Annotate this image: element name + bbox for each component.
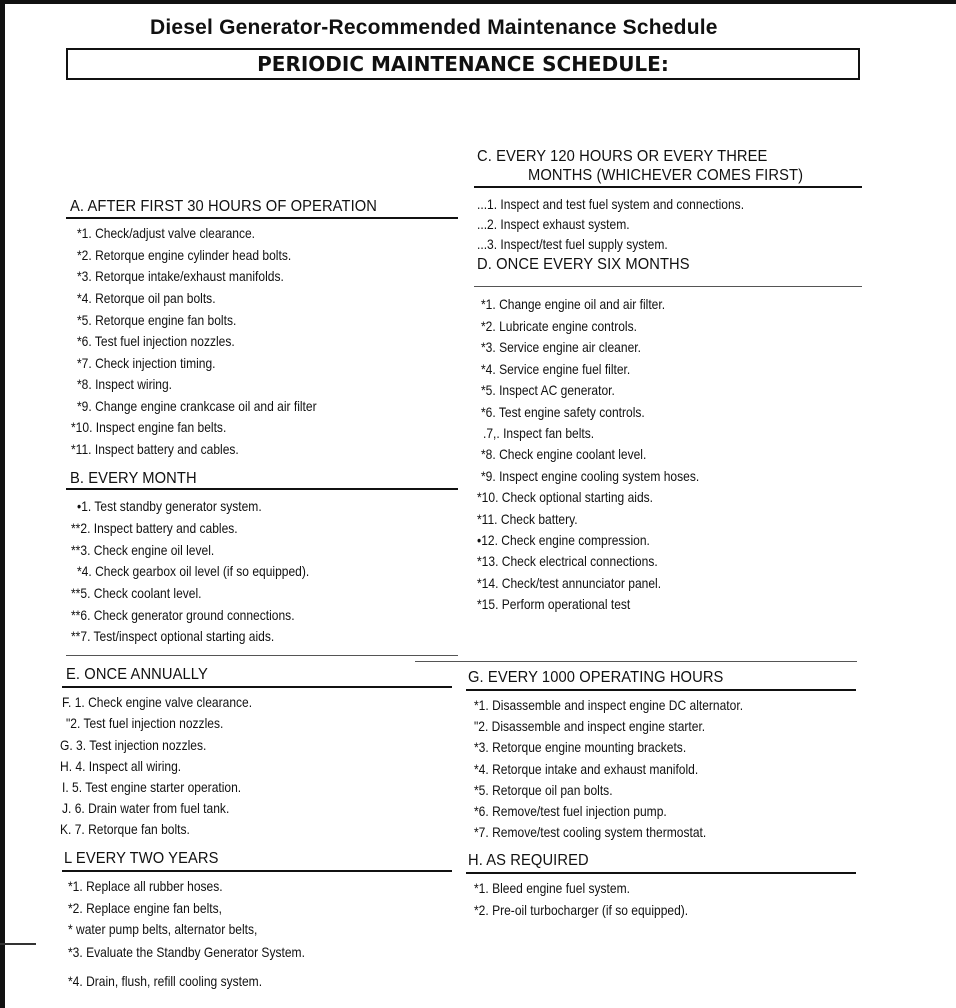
section-a-item-4: *4. Retorque oil pan bolts. xyxy=(77,290,216,306)
section-e-item-1: F. 1. Check engine valve clearance. xyxy=(62,694,253,710)
section-a-item-2: *2. Retorque engine cylinder head bolts. xyxy=(77,247,292,263)
page-title: Diesel Generator-Recommended Maintenance Schedule xyxy=(150,16,718,39)
section-g-item-7: *7. Remove/test cooling system thermostat. xyxy=(474,824,707,840)
section-c-heading-line1: C. EVERY 120 HOURS OR EVERY THREE xyxy=(477,148,768,165)
scan-edge-left xyxy=(0,0,5,1008)
section-d-item-14: *14. Check/test annunciator panel. xyxy=(477,575,662,591)
divider-left xyxy=(66,655,458,656)
section-e-item-6: J. 6. Drain water from fuel tank. xyxy=(62,800,230,816)
section-b-item-2: **2. Inspect battery and cables. xyxy=(71,520,238,536)
section-g-item-6: *6. Remove/test fuel injection pump. xyxy=(474,803,667,819)
section-a-item-6: *6. Test fuel injection nozzles. xyxy=(77,333,235,349)
section-e-rule xyxy=(62,686,452,688)
section-a-item-3: *3. Retorque intake/exhaust manifolds. xyxy=(77,268,284,284)
section-d-item-8: *8. Check engine coolant level. xyxy=(481,446,647,462)
section-d-item-1: *1. Change engine oil and air filter. xyxy=(481,296,666,312)
section-d-item-13: *13. Check electrical connections. xyxy=(477,553,658,569)
section-d-item-5: *5. Inspect AC generator. xyxy=(481,382,615,398)
section-l-item-3: * water pump belts, alternator belts, xyxy=(68,921,258,937)
section-d-item-3: *3. Service engine air cleaner. xyxy=(481,339,641,355)
scan-edge-top xyxy=(0,0,956,4)
section-a-item-8: *8. Inspect wiring. xyxy=(77,376,173,392)
scan-edge-mark xyxy=(0,943,36,945)
section-b-rule xyxy=(66,488,458,490)
section-e-item-7: K. 7. Retorque fan bolts. xyxy=(60,821,190,837)
section-g-item-4: *4. Retorque intake and exhaust manifold. xyxy=(474,761,699,777)
section-l-item-1: *1. Replace all rubber hoses. xyxy=(68,878,223,894)
section-a-item-1: *1. Check/adjust valve clearance. xyxy=(77,225,256,241)
section-b-item-4: *4. Check gearbox oil level (if so equipped). xyxy=(77,563,310,579)
section-a-rule xyxy=(66,217,458,219)
section-l-item-5: *4. Drain, flush, refill cooling system. xyxy=(68,973,263,989)
section-l-rule xyxy=(62,870,452,872)
section-b-heading: B. EVERY MONTH xyxy=(70,470,197,487)
schedule-banner: PERIODIC MAINTENANCE SCHEDULE: xyxy=(66,48,860,80)
section-g-item-3: *3. Retorque engine mounting brackets. xyxy=(474,739,687,755)
section-b-item-1: •1. Test standby generator system. xyxy=(77,498,262,514)
section-a-item-11: *11. Inspect battery and cables. xyxy=(71,441,239,457)
section-l-item-4: *3. Evaluate the Standby Generator System. xyxy=(68,944,305,960)
section-b-item-5: **5. Check coolant level. xyxy=(71,585,202,601)
section-a-item-10: *10. Inspect engine fan belts. xyxy=(71,419,227,435)
section-l-item-2: *2. Replace engine fan belts, xyxy=(68,900,222,916)
section-d-rule xyxy=(474,286,862,287)
section-c-heading-line2: MONTHS (WHICHEVER COMES FIRST) xyxy=(528,167,804,184)
section-g-rule xyxy=(466,689,856,691)
section-h-heading: H. AS REQUIRED xyxy=(468,852,589,869)
section-c-item-3: ...3. Inspect/test fuel supply system. xyxy=(477,236,668,252)
section-d-item-10: *10. Check optional starting aids. xyxy=(477,489,654,505)
section-a-item-9: *9. Change engine crankcase oil and air filter xyxy=(77,398,317,414)
section-b-item-7: **7. Test/inspect optional starting aids. xyxy=(71,628,275,644)
section-h-item-1: *1. Bleed engine fuel system. xyxy=(474,880,630,896)
section-g-heading: G. EVERY 1000 OPERATING HOURS xyxy=(468,669,724,686)
section-c-rule xyxy=(474,186,862,188)
section-e-item-5: I. 5. Test engine starter operation. xyxy=(62,779,242,795)
section-b-item-3: **3. Check engine oil level. xyxy=(71,542,215,558)
divider-right xyxy=(415,661,857,662)
section-h-item-2: *2. Pre-oil turbocharger (if so equipped). xyxy=(474,902,689,918)
section-h-rule xyxy=(466,872,856,874)
section-d-item-11: *11. Check battery. xyxy=(477,511,578,527)
section-e-item-2: "2. Test fuel injection nozzles. xyxy=(66,715,224,731)
section-d-item-2: *2. Lubricate engine controls. xyxy=(481,318,637,334)
section-d-item-12: •12. Check engine compression. xyxy=(477,532,650,548)
section-l-heading: L EVERY TWO YEARS xyxy=(64,850,219,867)
section-a-item-5: *5. Retorque engine fan bolts. xyxy=(77,312,237,328)
section-d-item-4: *4. Service engine fuel filter. xyxy=(481,361,631,377)
section-e-item-4: H. 4. Inspect all wiring. xyxy=(60,758,182,774)
section-g-item-1: *1. Disassemble and inspect engine DC alternator. xyxy=(474,697,744,713)
section-d-item-6: *6. Test engine safety controls. xyxy=(481,404,645,420)
section-g-item-2: "2. Disassemble and inspect engine starter. xyxy=(474,718,706,734)
section-e-heading: E. ONCE ANNUALLY xyxy=(66,666,208,683)
section-d-item-7: .7,. Inspect fan belts. xyxy=(483,425,595,441)
section-d-heading: D. ONCE EVERY SIX MONTHS xyxy=(477,256,690,273)
section-c-item-2: ...2. Inspect exhaust system. xyxy=(477,216,630,232)
section-d-item-15: *15. Perform operational test xyxy=(477,596,631,612)
section-e-item-3: G. 3. Test injection nozzles. xyxy=(60,737,207,753)
section-a-heading: A. AFTER FIRST 30 HOURS OF OPERATION xyxy=(70,198,378,215)
section-a-item-7: *7. Check injection timing. xyxy=(77,355,216,371)
section-b-item-6: **6. Check generator ground connections. xyxy=(71,607,295,623)
section-g-item-5: *5. Retorque oil pan bolts. xyxy=(474,782,613,798)
section-c-item-1: ...1. Inspect and test fuel system and connections. xyxy=(477,196,745,212)
section-d-item-9: *9. Inspect engine cooling system hoses. xyxy=(481,468,700,484)
